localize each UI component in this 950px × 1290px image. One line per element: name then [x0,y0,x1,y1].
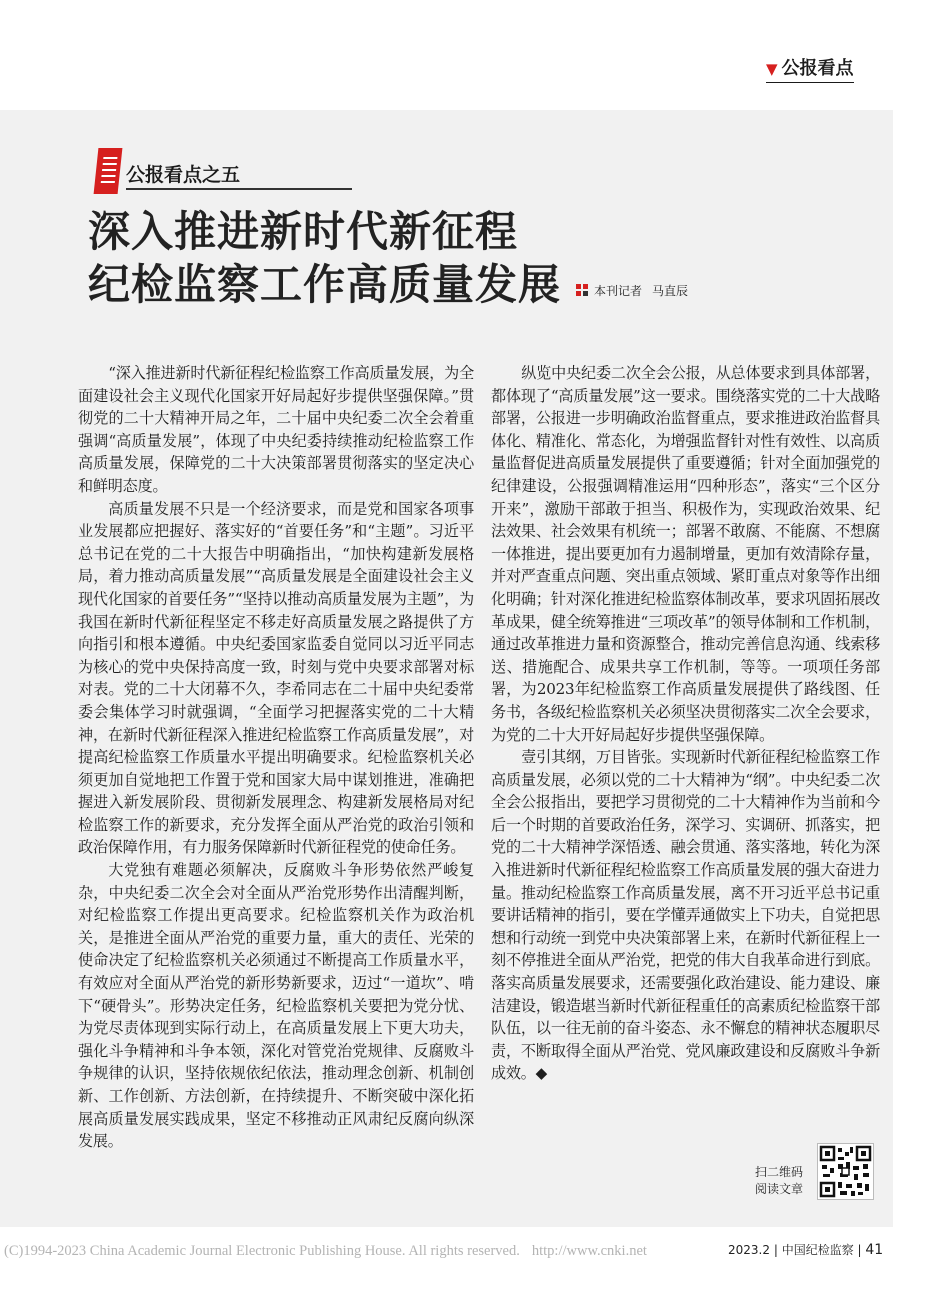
copyright-text: (C)1994-2023 China Academic Journal Electronic Publishing House. All rights reserved. [4,1243,520,1259]
page-info [728,1241,883,1258]
issue-number: 2023.2 [728,1243,770,1257]
kicker [92,148,262,194]
paragraph: 纵览中央纪委二次全会公报，从总体要求到具体部署，都体现了“高质量发展”这一要求。围绕落实党的二十大战略部署，公报进一步明确政治监督重点，要求推进政治监督具体化、精准化、常态化，为增强监督针对性有效性、以高质量监督促进高质量发展提供了重要遵循；针对全面加强党的纪律建设，公报强调精准运用“四种形态”，落实“三个区分开来”，激励干部敢于担当、积极作为，实现政治效果、纪法效果、社会效果有机统一；部署不敢腐、不能腐、不想腐一体推进，提出要更加有力遏制增量，更加有效清除存量，并对严查重点问题、突出重点领域、紧盯重点对象等作出细化明确；针对深化推进纪检监察体制改革，要求巩固拓展改革成果，健全统筹推进“三项改革”的领导体制和工作机制，通过改革推进力量和资源整合，推动完善信息沟通、线索移送、措施配合、成果共享工作机制，等等。一项项任务部署，为2023年纪检监察工作高质量发展提供了路线图、任务书，各级纪检监察机关必须坚决贯彻落实二次全会要求，为党的二十大开好局起好步提供坚强保障。 [491,364,880,744]
headline-line-2: 纪检监察工作高质量发展 [88,260,562,309]
page-number: 41 [865,1242,884,1258]
section-tag-label: 公报看点 [781,58,854,79]
byline [576,282,688,299]
kicker-rule [126,188,352,190]
triangle-down-icon: ▼ [766,60,778,78]
kicker-label: 公报看点之五 [126,164,241,186]
document-icon [94,148,123,194]
byline-author: 马直辰 [652,284,689,298]
qr-caption-line-1: 扫二维码 [755,1165,804,1179]
paragraph: 高质量发展不只是一个经济要求，而是党和国家各项事业发展都应把握好、落实好的“首要任务”和“主题”。习近平总书记在党的二十大报告中明确指出，“加快构建新发展格局，着力推动高质量发展”“高质量发展是全面建设社会主义现代化国家的首要任务”“坚持以推动高质量发展为主题”，为我国在新时代新征程坚定不移走好高质量发展之路提供了方向指引和根本遵循。中央纪委国家监委自觉同以习近平同志为核心的党中央保持高度一致，时刻与党中央要求部署对标对表。党的二十大闭幕不久，李希同志在二十届中央纪委常委会集体学习时就强调，“全面学习把握落实党的二十大精神，在新时代新征程深入推进纪检监察工作高质量发展”，对提高纪检监察工作质量水平提出明确要求。纪检监察机关必须更加自觉地把工作置于党和国家大局中谋划推进，准确把握进入新发展阶段、贯彻新发展理念、构建新发展格局对纪检监察工作的新要求，充分发挥全面从严治党的政治引领和政治保障作用，有力服务保障新时代新征程党的使命任务。 [78,499,474,857]
article-column-right [491,362,880,1085]
headline-line-1: 深入推进新时代新征程 [88,207,519,256]
page-info-separator: | [857,1243,866,1257]
byline-role: 本刊记者 [594,284,643,298]
paragraph: 壹引其纲，万目皆张。实现新时代新征程纪检监察工作高质量发展，必须以党的二十大精神为“纲”。中央纪委二次全会公报指出，要把学习贯彻党的二十大精神作为当前和今后一个时期的首要政治任务，深学习、实调研、抓落实，把党的二十大精神学深悟透、融会贯通、落实落地，转化为深入推进新时代新征程纪检监察工作高质量发展的强大奋进力量。推动纪检监察工作高质量发展，离不开习近平总书记重要讲话精神的指引，要在学懂弄通做实上下功夫，自觉把思想和行动统一到党中央决策部署上来，在新时代新征程上一刻不停推进全面从严治党，把党的伟大自我革命进行到底。落实高质量发展要求，还需要强化政治建设、能力建设、廉洁建设，锻造堪当新时代新征程重任的高素质纪检监察干部队伍，以一往无前的奋斗姿态、永不懈怠的精神状态履职尽责，不断取得全面从严治党、党风廉政建设和反腐败斗争新成效。◆ [491,748,880,1083]
magazine-name: 中国纪检监察 [781,1243,854,1257]
qr-caption [755,1164,803,1198]
qr-code-graphic [818,1144,873,1199]
paragraph: 大党独有难题必须解决，反腐败斗争形势依然严峻复杂，中央纪委二次全会对全面从严治党形势作出清醒判断，对纪检监察工作提出更高要求。纪检监察机关作为政治机关，是推进全面从严治党的重要力量，重大的责任、光荣的使命决定了纪检监察机关必须通过不断提高工作质量水平，有效应对全面从严治党的新形势新要求，迈过“一道坎”、啃下“硬骨头”。形势决定任务，纪检监察机关要把为党分忧、为党尽责体现到实际行动上，在高质量发展上下更大功夫，强化斗争精神和斗争本领，深化对管党治党规律、反腐败斗争规律的认识，坚持依规依纪依法，推动理念创新、机制创新、工作创新、方法创新，在持续提升、不断突破中深化拓展高质量发展实践成果，坚定不移推动正风肃纪反腐向纵深发展。 [78,861,474,1151]
footer-url[interactable]: http://www.cnki.net [531,1243,647,1259]
headline [88,205,561,311]
paragraph: “深入推进新时代新征程纪检监察工作高质量发展，为全面建设社会主义现代化国家开好局起好步提供坚强保障。”贯彻党的二十大精神开局之年，二十届中央纪委二次全会着重强调“高质量发展”，体现了中央纪委持续推动纪检监察工作高质量发展，保障党的二十大决策部署贯彻落实的坚定决心和鲜明态度。 [78,364,474,495]
qr-code-icon[interactable] [817,1143,874,1200]
article-column-left [78,362,474,1153]
qr-caption-line-2: 阅读文章 [755,1182,804,1196]
byline-squares-icon [576,284,588,296]
section-tag [766,54,854,83]
page-info-separator: | [773,1243,782,1257]
